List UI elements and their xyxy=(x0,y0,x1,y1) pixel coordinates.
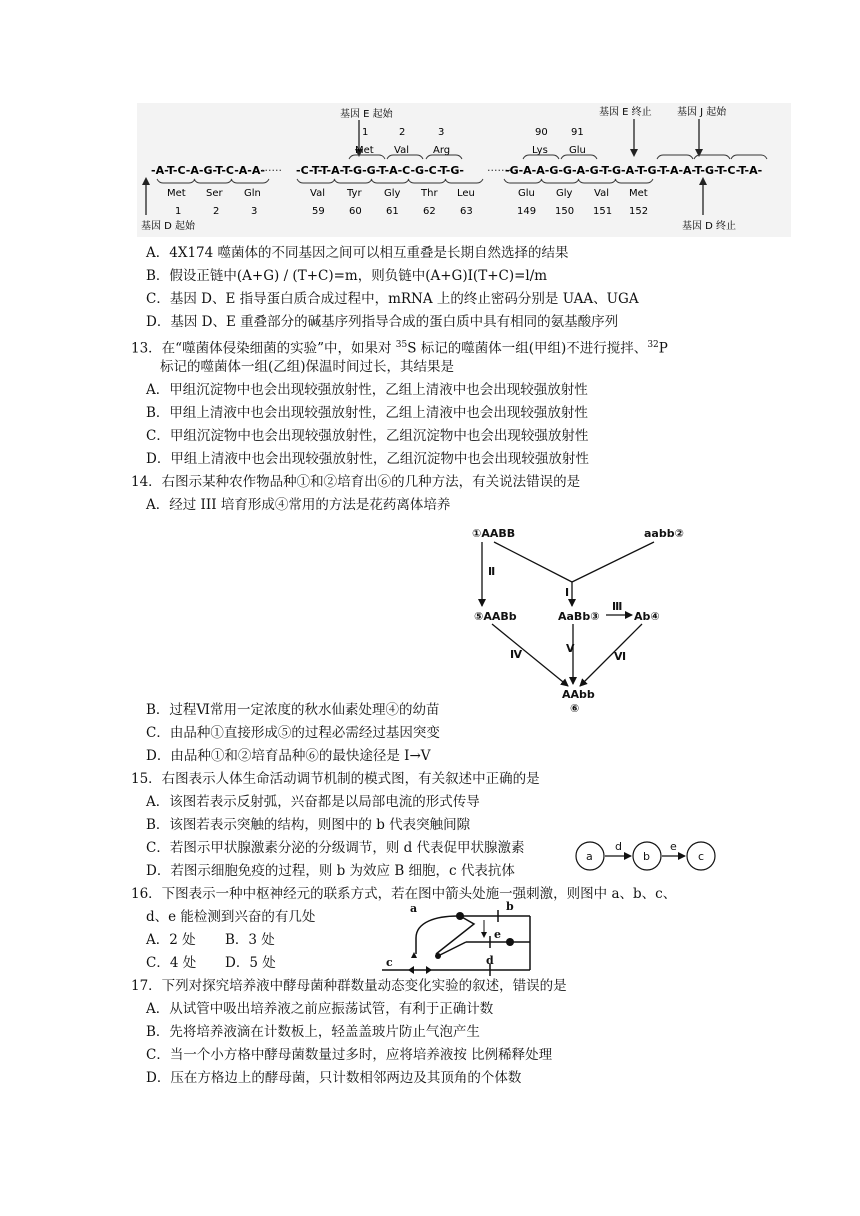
bottom-number-2: 2 xyxy=(213,206,220,217)
top-aa-arg: Arg xyxy=(433,145,451,156)
q12-option-a: A．4X174 噬菌体的不同基因之间可以相互重叠是长期自然选择的结果 xyxy=(146,245,569,261)
node-a-label: a xyxy=(586,850,593,863)
bottom-aa-ser: Ser xyxy=(206,188,223,199)
top-number-1: 1 xyxy=(362,127,369,138)
sequence-part-1: -A-T-C-A-G-T-C-A-A- xyxy=(151,164,265,177)
arrow-e-label: e xyxy=(670,840,677,853)
q17-option-a: A．从试管中吸出培养液之前应振荡试管，有利于正确计数 xyxy=(146,1001,494,1017)
top-number-91: 91 xyxy=(571,127,584,138)
top-aa-glu: Glu xyxy=(569,145,586,156)
q13-stem-line1: 13．在“噬菌体侵染细菌的实验”中，如果对 $^{35}$S 标记的噬菌体一组(甲组)不进行搅拌、$^{32}$P xyxy=(131,340,668,357)
bottom-number-63: 63 xyxy=(460,206,473,217)
gene-d-start-label: 基因 D 起始 xyxy=(141,221,196,232)
bottom-number-149: 149 xyxy=(517,206,537,217)
q14-option-c: C．由品种①直接形成⑤的过程必需经过基因突变 xyxy=(146,725,440,741)
arrow-d-label: d xyxy=(615,840,622,853)
bottom-aa-gly-2: Gly xyxy=(556,188,573,199)
bottom-number-1: 1 xyxy=(175,206,182,217)
q12-option-c: C．基因 D、E 指导蛋白质合成过程中，mRNA 上的终止密码分别是 UAA、UGA xyxy=(146,291,639,307)
bottom-aa-gly: Gly xyxy=(384,188,401,199)
svg-text:·······: ······· xyxy=(487,164,512,177)
bottom-number-61: 61 xyxy=(386,206,399,217)
process-1-label: Ⅰ xyxy=(565,586,570,599)
q17-stem: 17．下列对探究培养液中酵母菌种群数量动态变化实验的叙述，错误的是 xyxy=(131,978,567,994)
top-aa-val: Val xyxy=(394,145,409,156)
synapse-node xyxy=(435,953,441,959)
process-4-label: Ⅳ xyxy=(510,648,523,661)
node-4: Ab④ xyxy=(634,610,660,623)
label-b: b xyxy=(506,900,514,913)
q16-option-b: B．3 处 xyxy=(225,932,275,948)
neuron-connection-diagram xyxy=(378,898,544,978)
gene-e-start-label: 基因 E 起始 xyxy=(340,109,393,120)
q16-option-d: D．5 处 xyxy=(225,955,276,971)
node-3: AaBb③ xyxy=(558,610,600,623)
breeding-methods-diagram xyxy=(466,520,716,716)
bottom-number-60: 60 xyxy=(349,206,362,217)
gene-overlap-figure xyxy=(137,103,791,237)
neuron-body-top xyxy=(456,912,464,920)
bottom-aa-val: Val xyxy=(310,188,325,199)
top-aa-lys: Lys xyxy=(532,145,548,156)
q15-option-a: A．该图若表示反射弧，兴奋都是以局部电流的形式传导 xyxy=(146,794,480,810)
node-2: aabb② xyxy=(644,527,684,540)
label-d: d xyxy=(486,954,494,967)
q13-option-c: C．甲组沉淀物中也会出现较强放射性，乙组沉淀物中也会出现较强放射性 xyxy=(146,428,589,444)
sequence-part-2: -C-T-T-A-T-G-G-T-A-C-G-C-T-G- xyxy=(296,164,464,177)
q15-option-b: B．该图若表示突触的结构，则图中的 b 代表突触间隙 xyxy=(146,817,471,833)
bottom-number-62: 62 xyxy=(423,206,436,217)
bottom-aa-leu: Leu xyxy=(457,188,475,199)
q13-option-d: D．甲组上清液中也会出现较强放射性，乙组沉淀物中也会出现较强放射性 xyxy=(146,451,589,467)
process-5-label: Ⅴ xyxy=(566,642,575,655)
top-number-3: 3 xyxy=(438,127,445,138)
q16-option-a: A．2 处 xyxy=(146,932,196,948)
node-1: ①AABB xyxy=(472,527,516,540)
node-6-genotype: AAbb xyxy=(562,688,595,701)
bottom-number-152: 152 xyxy=(629,206,649,217)
label-a: a xyxy=(410,902,418,915)
top-number-2: 2 xyxy=(399,127,406,138)
q15-option-c: C．若图示甲状腺激素分泌的分级调节，则 d 代表促甲状腺激素 xyxy=(146,840,525,856)
q15-option-d: D．若图示细胞免疫的过程，则 b 为效应 B 细胞，c 代表抗体 xyxy=(146,863,515,879)
gene-d-end-label: 基因 D 终止 xyxy=(682,221,737,232)
gene-e-end-label: 基因 E 终止 xyxy=(599,107,652,118)
bottom-aa-glu: Glu xyxy=(518,188,535,199)
q14-option-d: D．由品种①和②培育品种⑥的最快途径是 I→V xyxy=(146,748,431,764)
q12-option-d: D．基因 D、E 重叠部分的碱基序列指导合成的蛋白质中具有相同的氨基酸序列 xyxy=(146,314,619,330)
q13-option-b: B．甲组上清液中也会出现较强放射性，乙组上清液中也会出现较强放射性 xyxy=(146,405,588,421)
q17-option-c: C．当一个小方格中酵母菌数量过多时，应将培养液按 比例稀释处理 xyxy=(146,1047,553,1063)
q14-option-b: B．过程Ⅵ常用一定浓度的秋水仙素处理④的幼苗 xyxy=(146,702,440,718)
q12-option-b: B．假设正链中(A+G) / (T+C)=m，则负链中(A+G)Ⅰ(T+C)=l/m xyxy=(146,268,548,284)
q16-stem-line2: d、e 能检测到兴奋的有几处 xyxy=(146,909,316,925)
bottom-aa-met: Met xyxy=(167,188,186,199)
gene-e-end-arrow xyxy=(630,149,638,157)
gene-j-start-label: 基因 J 起始 xyxy=(677,107,727,118)
sequence-part-3: -G-A-A-G-G-A-G-T-G-A-T-G-T-A-A-T-G-T-C-T-A- xyxy=(505,164,763,177)
regulation-model-diagram xyxy=(574,832,720,880)
bottom-number-150: 150 xyxy=(555,206,575,217)
gene-d-end-arrow xyxy=(699,177,707,185)
node-5: ⑤AABb xyxy=(474,610,517,623)
gene-sequence-diagram xyxy=(137,103,791,237)
q17-option-d: D．压在方格边上的酵母菌，只计数相邻两边及其顶角的个体数 xyxy=(146,1070,522,1086)
process-6-label: Ⅵ xyxy=(614,650,627,663)
bottom-number-59: 59 xyxy=(312,206,325,217)
q13-stem-line2: 标记的噬菌体一组(乙组)保温时间过长，其结果是 xyxy=(160,359,455,375)
bottom-aa-val-2: Val xyxy=(594,188,609,199)
q14-option-a: A．经过 III 培育形成④常用的方法是花药离体培养 xyxy=(146,497,451,513)
bottom-aa-tyr: Tyr xyxy=(347,188,362,199)
top-number-90: 90 xyxy=(535,127,548,138)
bottom-aa-thr: Thr xyxy=(421,188,438,199)
q14-stem: 14．右图示某种农作物品种①和②培育出⑥的几种方法，有关说法错误的是 xyxy=(131,474,581,490)
process-3-label: Ⅲ xyxy=(612,600,623,613)
label-e: e xyxy=(494,928,501,941)
q15-stem: 15．右图表示人体生命活动调节机制的模式图，有关叙述中正确的是 xyxy=(131,771,540,787)
bottom-number-3: 3 xyxy=(251,206,258,217)
q16-stem-line1: 16．下图表示一种中枢神经元的联系方式，若在图中箭头处施一强刺激，则图中 a、b、c、 xyxy=(131,886,677,902)
top-aa-met: Met xyxy=(355,145,374,156)
svg-text:······: ······ xyxy=(261,164,282,177)
bottom-number-151: 151 xyxy=(593,206,613,217)
process-2-label: Ⅱ xyxy=(488,565,496,578)
q13-option-a: A．甲组沉淀物中也会出现较强放射性，乙组上清液中也会出现较强放射性 xyxy=(146,382,588,398)
gene-d-start-arrow xyxy=(142,177,150,185)
node-c-label: c xyxy=(698,850,705,863)
bottom-aa-gln: Gln xyxy=(244,188,261,199)
neuron-body-right xyxy=(506,938,514,946)
node-b-label: b xyxy=(643,850,650,863)
q17-option-b: B．先将培养液滴在计数板上，轻盖盖玻片防止气泡产生 xyxy=(146,1024,480,1040)
bottom-aa-met-2: Met xyxy=(629,188,648,199)
label-c: c xyxy=(386,956,393,969)
q16-option-c: C．4 处 xyxy=(146,955,197,971)
node-6: ⑥ xyxy=(570,702,580,715)
